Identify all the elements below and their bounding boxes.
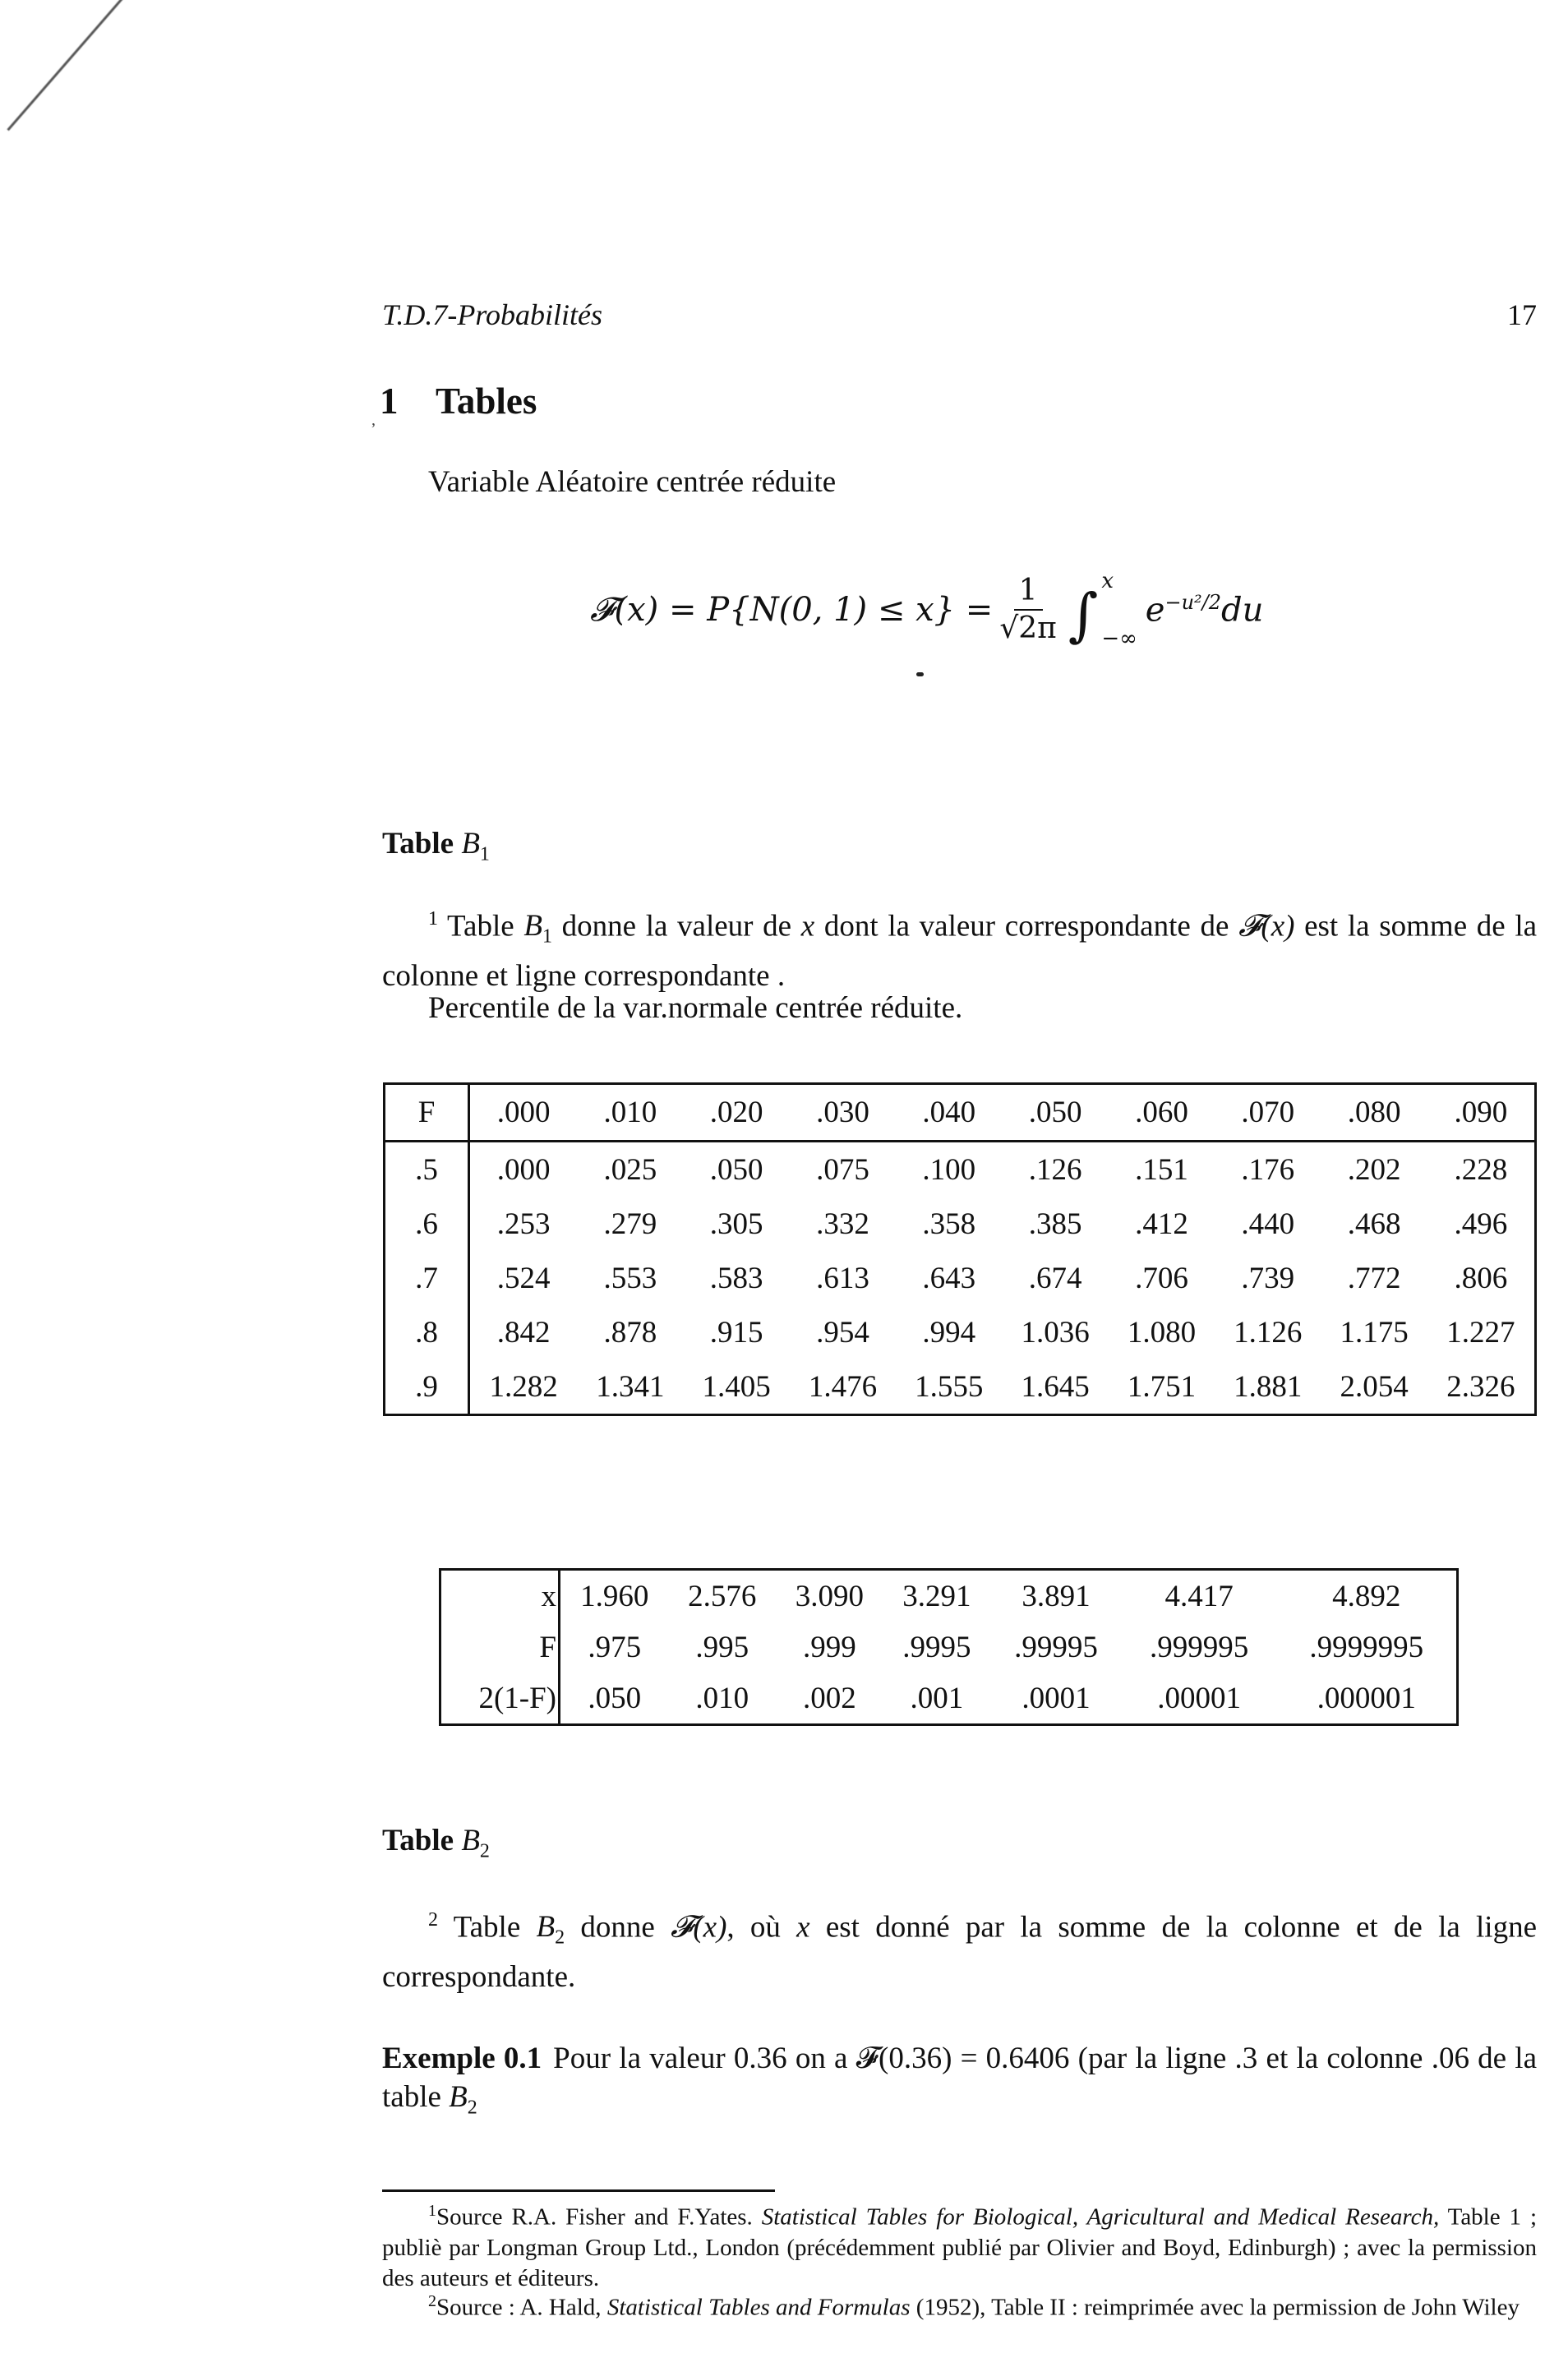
heading-math bbox=[461, 1824, 490, 1862]
section-number: 1 bbox=[380, 381, 399, 422]
table-cell: .915 bbox=[709, 1315, 763, 1350]
scan-edge-line bbox=[7, 0, 132, 131]
table-cell: .0001 bbox=[1022, 1681, 1091, 1715]
table-cell: .583 bbox=[709, 1261, 763, 1295]
table-cell: 1.645 bbox=[1021, 1369, 1090, 1404]
table-cell: 2.054 bbox=[1340, 1369, 1409, 1404]
row-label: F bbox=[440, 1622, 560, 1673]
table-cell: .995 bbox=[695, 1630, 749, 1664]
formula-fraction bbox=[999, 573, 1057, 647]
table-cell: .706 bbox=[1135, 1261, 1188, 1295]
note-math bbox=[536, 1910, 565, 1949]
table-cell: 2.576 bbox=[688, 1579, 757, 1613]
heading-word: Table bbox=[382, 827, 454, 861]
table-cell: .025 bbox=[603, 1152, 657, 1187]
column-header: .050 bbox=[1002, 1084, 1108, 1142]
lower-limit: −∞ bbox=[1101, 626, 1137, 651]
table-cell: 1.175 bbox=[1340, 1315, 1409, 1350]
table-cell: .999995 bbox=[1150, 1630, 1249, 1664]
example-text: Pour la valeur 0.36 on a 𝓕(0.36) = 0.6406 (par la ligne .3 et la colonne .06 de la table bbox=[382, 2042, 1538, 2114]
note-var: x bbox=[800, 909, 815, 944]
table-cell: .613 bbox=[816, 1261, 869, 1295]
integrand bbox=[1146, 591, 1264, 629]
table-cell: 1.555 bbox=[915, 1369, 984, 1404]
heading-b: B bbox=[461, 1824, 480, 1857]
table-cell: 1.341 bbox=[596, 1369, 665, 1404]
table-cell: .772 bbox=[1347, 1261, 1401, 1295]
note-sub: 1 bbox=[542, 925, 552, 948]
table-cell: 1.080 bbox=[1127, 1315, 1197, 1350]
table-cell: .553 bbox=[603, 1261, 657, 1295]
table-cell: .440 bbox=[1241, 1207, 1295, 1241]
table-b2-note bbox=[382, 1901, 1537, 1996]
table-cell: .126 bbox=[1028, 1152, 1082, 1187]
footnote-title: Statistical Tables and Formulas bbox=[606, 2294, 911, 2321]
row-label: .6 bbox=[385, 1197, 469, 1251]
table-cell: .739 bbox=[1241, 1261, 1295, 1295]
note-text: est donné par la somme de la colonne et de la ligne correspondante. bbox=[382, 1910, 1537, 1994]
table-cell: .151 bbox=[1135, 1152, 1188, 1187]
table-cell: .202 bbox=[1347, 1152, 1401, 1187]
table-cell: .075 bbox=[816, 1152, 869, 1187]
table-cell: .002 bbox=[802, 1681, 856, 1715]
column-header: .000 bbox=[469, 1084, 578, 1142]
row-label: 2(1-F) bbox=[440, 1673, 560, 1725]
heading-math bbox=[461, 827, 490, 865]
table-cell: .674 bbox=[1028, 1261, 1082, 1295]
scan-speck: , bbox=[371, 411, 376, 429]
table-b2-heading bbox=[382, 1823, 490, 1862]
note-text: , où bbox=[726, 1910, 781, 1945]
table-cell: .806 bbox=[1454, 1261, 1508, 1295]
footnote-mark: 2 bbox=[428, 2292, 436, 2310]
table-cell: .176 bbox=[1241, 1152, 1295, 1187]
formula-lhs: 𝓕(x) = P{N(0, 1) ≤ x} = bbox=[590, 591, 994, 629]
column-header: .020 bbox=[683, 1084, 789, 1142]
example-b: B bbox=[449, 2080, 468, 2114]
example-sub: 2 bbox=[467, 2097, 477, 2119]
table-row bbox=[440, 1622, 1458, 1673]
row-label: .5 bbox=[385, 1142, 469, 1197]
table-cell: 1.282 bbox=[489, 1369, 558, 1404]
table-cell: .253 bbox=[496, 1207, 551, 1241]
table-cell: .468 bbox=[1347, 1207, 1401, 1241]
table-cell: 1.960 bbox=[580, 1579, 649, 1613]
table-cell: .412 bbox=[1135, 1207, 1188, 1241]
table-cell: .643 bbox=[922, 1261, 976, 1295]
table-cell: .100 bbox=[922, 1152, 976, 1187]
footnote-text: (1952), Table II : reimprimée avec la permission de John Wiley bbox=[915, 2294, 1520, 2321]
table-b1 bbox=[383, 1082, 1537, 1416]
column-header: .030 bbox=[790, 1084, 896, 1142]
table-cell: .975 bbox=[588, 1630, 642, 1664]
intro-text: Variable Aléatoire centrée réduite bbox=[428, 465, 837, 499]
table-cell: .358 bbox=[922, 1207, 976, 1241]
table-cell: .050 bbox=[709, 1152, 763, 1187]
table-cell: 1.126 bbox=[1234, 1315, 1303, 1350]
example-math bbox=[449, 2080, 477, 2119]
footnote-1 bbox=[382, 2196, 1537, 2294]
note-b: B bbox=[536, 1910, 556, 1945]
fraction-denominator: √2π bbox=[999, 611, 1057, 645]
table-row bbox=[385, 1142, 1536, 1197]
table-row bbox=[385, 1359, 1536, 1415]
table-row bbox=[440, 1570, 1458, 1622]
note-text: Table bbox=[453, 1910, 521, 1945]
table-cell: .00001 bbox=[1157, 1681, 1242, 1715]
corner-cell: F bbox=[385, 1084, 469, 1142]
section-title: Tables bbox=[436, 381, 537, 422]
footnote-text: Table 1 ; publiè par Longman Group Ltd., London (précédemment publié par Olivier and Boyd, Edinburgh) ; avec la permission des auteurs et éditeurs. bbox=[382, 2203, 1538, 2291]
table-row bbox=[440, 1673, 1458, 1725]
table-cell: .496 bbox=[1454, 1207, 1508, 1241]
table-cell: .842 bbox=[496, 1315, 551, 1350]
column-header: .010 bbox=[577, 1084, 683, 1142]
table-cell: 1.476 bbox=[808, 1369, 878, 1404]
table-cell: .524 bbox=[496, 1261, 551, 1295]
table-cell: .999 bbox=[802, 1630, 856, 1664]
footnote-mark: 1 bbox=[428, 2202, 436, 2220]
cdf-formula bbox=[590, 569, 1263, 651]
table-cell: 1.751 bbox=[1127, 1369, 1197, 1404]
note-text: donne la valeur de bbox=[561, 909, 792, 944]
note-var: x bbox=[796, 1910, 810, 1945]
table-cell: .994 bbox=[922, 1315, 976, 1350]
table-cell: .000001 bbox=[1317, 1681, 1416, 1715]
table-cell: 1.227 bbox=[1446, 1315, 1515, 1350]
footnote-title: Statistical Tables for Biological, Agricultural and Medical Research, bbox=[761, 2203, 1440, 2231]
fraction-numerator: 1 bbox=[1014, 573, 1043, 611]
note-sub: 2 bbox=[555, 1926, 565, 1949]
table-b1-caption: Percentile de la var.normale centrée réduite. bbox=[428, 991, 963, 1025]
row-label: .7 bbox=[385, 1251, 469, 1305]
note-text: Table bbox=[447, 909, 514, 944]
note-text: dont la valeur correspondante de bbox=[823, 909, 1229, 944]
example-label: Exemple 0.1 bbox=[382, 2042, 542, 2075]
table-cell: 1.881 bbox=[1234, 1369, 1303, 1404]
note-text: donne bbox=[580, 1910, 655, 1945]
page-number: 17 bbox=[1507, 298, 1537, 331]
upper-limit: x bbox=[1101, 569, 1114, 593]
footnote-text: Source : A. Hald, bbox=[436, 2294, 602, 2321]
footnote-rule bbox=[382, 2189, 775, 2192]
footnote-text: Source R.A. Fisher and F.Yates. bbox=[436, 2203, 753, 2231]
row-label: x bbox=[440, 1570, 560, 1622]
table-cell: 4.417 bbox=[1164, 1579, 1234, 1613]
column-header: .040 bbox=[896, 1084, 1002, 1142]
row-label: .9 bbox=[385, 1359, 469, 1415]
table-cell: .385 bbox=[1028, 1207, 1082, 1241]
table-cell: .954 bbox=[816, 1315, 869, 1350]
column-header: .090 bbox=[1427, 1084, 1536, 1142]
table-b1-heading bbox=[382, 826, 490, 865]
footnote-2 bbox=[382, 2286, 1537, 2323]
table-cell: 2.326 bbox=[1446, 1369, 1515, 1404]
table-b1-note bbox=[382, 900, 1537, 995]
table-cell: 3.090 bbox=[795, 1579, 864, 1613]
scan-speck bbox=[916, 672, 924, 676]
table-cell: .332 bbox=[816, 1207, 869, 1241]
table-cell: .000 bbox=[496, 1152, 551, 1187]
heading-sub: 2 bbox=[479, 1840, 490, 1862]
integrand-exponent: −u²/2 bbox=[1164, 590, 1221, 614]
table-cell: 1.036 bbox=[1021, 1315, 1090, 1350]
table-cell: .9999995 bbox=[1309, 1630, 1424, 1664]
note-func: 𝓕(x) bbox=[671, 1910, 727, 1945]
column-header: .060 bbox=[1109, 1084, 1215, 1142]
table-row bbox=[385, 1305, 1536, 1359]
integral-sign: ∫ bbox=[1068, 581, 1099, 648]
heading-word: Table bbox=[382, 1824, 454, 1857]
row-label: .8 bbox=[385, 1305, 469, 1359]
differential: du bbox=[1221, 591, 1264, 630]
note-b: B bbox=[523, 909, 542, 944]
column-header: .080 bbox=[1321, 1084, 1427, 1142]
table-cell: .9995 bbox=[902, 1630, 971, 1664]
table-row bbox=[385, 1197, 1536, 1251]
table-row bbox=[385, 1251, 1536, 1305]
table-extreme-values bbox=[439, 1568, 1459, 1726]
table-cell: .279 bbox=[603, 1207, 657, 1241]
table-cell: .305 bbox=[709, 1207, 763, 1241]
running-title: T.D.7-Probabilités bbox=[382, 298, 602, 331]
table-cell: 1.405 bbox=[702, 1369, 771, 1404]
table-cell: .001 bbox=[910, 1681, 964, 1715]
note-mark: 2 bbox=[428, 1909, 438, 1931]
example-block bbox=[382, 2039, 1537, 2127]
table-header-row bbox=[385, 1084, 1536, 1142]
column-header: .070 bbox=[1215, 1084, 1321, 1142]
integral-limits bbox=[1101, 569, 1137, 651]
note-mark: 1 bbox=[428, 908, 438, 930]
note-math bbox=[523, 909, 552, 948]
table-cell: .99995 bbox=[1014, 1630, 1098, 1664]
table-cell: .228 bbox=[1454, 1152, 1508, 1187]
integrand-base: e bbox=[1145, 591, 1165, 630]
note-func: 𝓕(x) bbox=[1238, 909, 1295, 944]
heading-b: B bbox=[461, 827, 480, 861]
table-cell: .878 bbox=[603, 1315, 657, 1350]
table-cell: .010 bbox=[695, 1681, 749, 1715]
table-cell: 3.891 bbox=[1022, 1579, 1091, 1613]
table-cell: 3.291 bbox=[902, 1579, 971, 1613]
table-cell: 4.892 bbox=[1332, 1579, 1401, 1613]
note-text: est la somme de la colonne et ligne correspondante . bbox=[382, 909, 1538, 993]
section-heading bbox=[380, 380, 537, 422]
table-cell: .050 bbox=[588, 1681, 642, 1715]
heading-sub: 1 bbox=[479, 843, 490, 865]
